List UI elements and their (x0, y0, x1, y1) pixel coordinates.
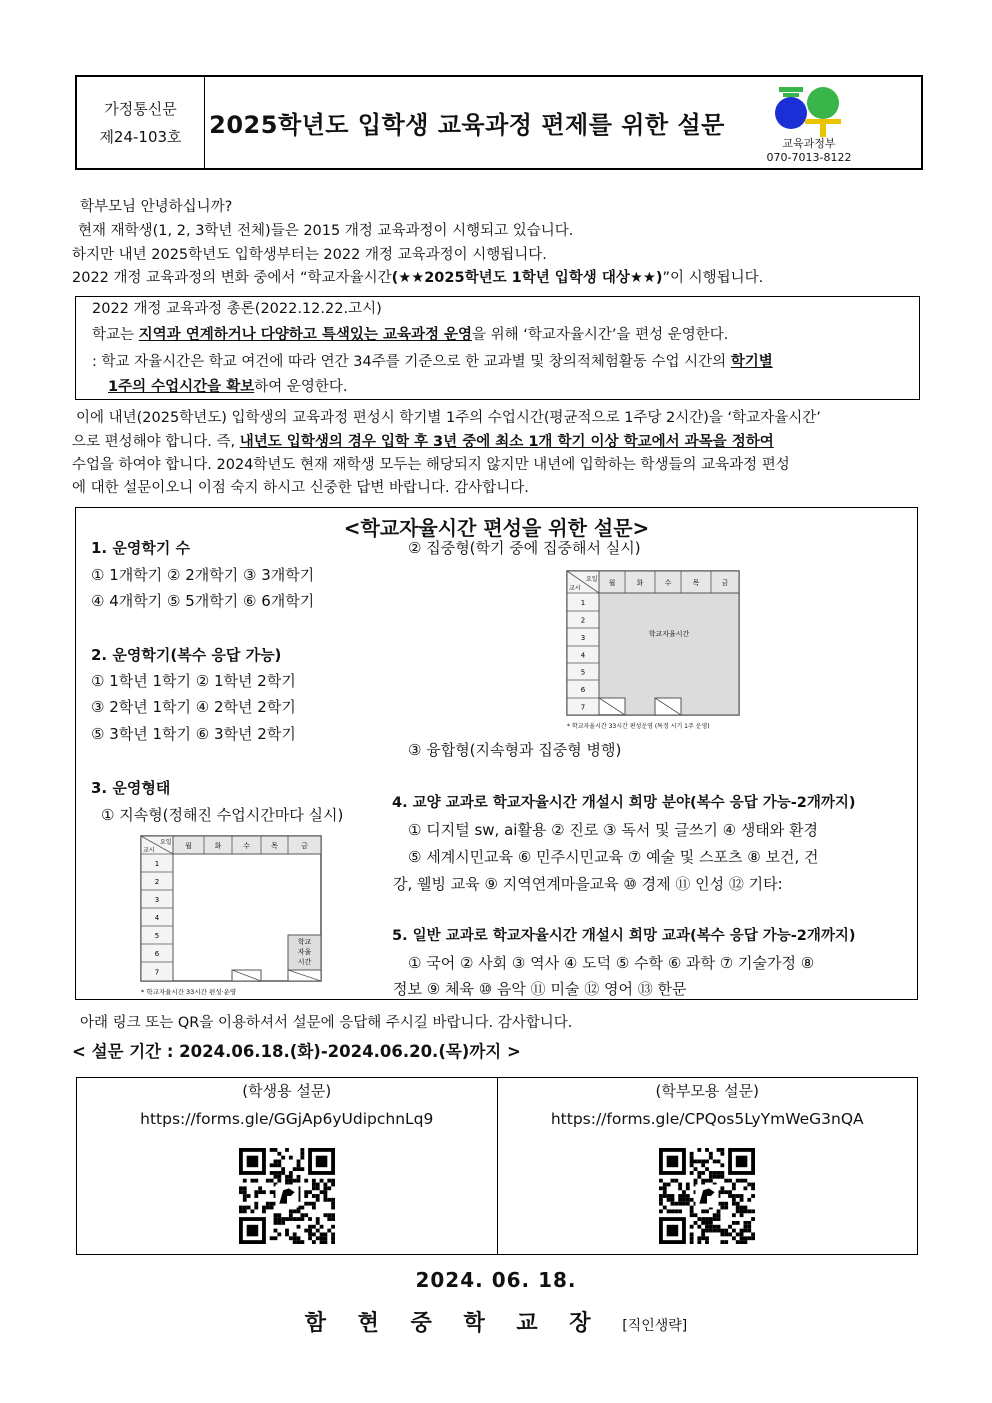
intro-line-3 (72, 268, 763, 288)
student-qr-code-icon[interactable] (239, 1148, 335, 1244)
t2-period-1: 2 (580, 616, 586, 625)
t1-period-5: 6 (154, 950, 160, 958)
q3-option-2: ② 집중형(학기 중에 집중해서 실시) (408, 539, 641, 557)
body-line-2 (72, 432, 774, 452)
t1-block-label-1: 학교 (297, 938, 312, 946)
t1-block-label-3: 시간 (297, 958, 312, 966)
notice-line-2 (92, 352, 773, 372)
q2-options-row-3: ⑤ 3학년 1학기 ⑥ 3학년 2학기 (91, 725, 296, 743)
q5-options-row-2: 정보 ⑨ 체육 ⑩ 음악 ⑪ 미술 ⑫ 영어 ⑬ 한문 (393, 980, 687, 998)
survey-links-table (76, 1077, 918, 1255)
t1-corner-bottom: 교시 (143, 847, 155, 854)
survey-box (75, 507, 918, 1000)
intro-line-2: 하지만 내년 2025학년도 입학생부터는 2022 개정 교육과정이 시행됩니다. (72, 247, 547, 263)
t1-day-3: 목 (271, 842, 278, 850)
header (75, 75, 923, 170)
dept-name: 교육과정부 (782, 137, 836, 150)
t2-corner-top: 요일 (586, 576, 598, 583)
q4-options-row-2: ⑤ 세계시민교육 ⑥ 민주시민교육 ⑦ 예술 및 스포츠 ⑧ 보건, 건 (408, 848, 819, 866)
q4-options-row-3: 강, 웰빙 교육 ⑨ 지역연계마을교육 ⑩ 경제 ⑪ 인성 ⑫ 기타: (393, 875, 783, 893)
dept-phone: 070-7013-8122 (766, 151, 852, 164)
issue-date: 2024. 06. 18. (415, 1268, 577, 1292)
survey-guide: 아래 링크 또는 QR을 이용하셔서 설문에 응답해 주시길 바랍니다. 감사합니다. (80, 1015, 573, 1031)
t1-block-label-2: 자율 (297, 948, 312, 956)
parent-survey-link[interactable]: https://forms.gle/CPQos5LyYmWeG3nQA (550, 1110, 864, 1128)
t1-period-0: 1 (154, 860, 160, 868)
dept-contact (729, 137, 889, 165)
t2-period-4: 5 (580, 668, 586, 677)
t2-caption: * 학교자율시간 33시간 편성운영 (특정 시기 1주 운영) (567, 723, 710, 730)
principal-name: 함 현 중 학 교 장 (304, 1311, 603, 1336)
notice-line-2-a: : 학교 자율시간은 학교 여건에 따라 연간 34주를 기준으로 한 교과별 및 창의적체험활동 수업 시간의 (92, 354, 731, 370)
t2-corner-bottom: 교시 (569, 585, 581, 592)
school-logo-icon (769, 83, 849, 139)
q1-title: 1. 운영학기 수 (91, 539, 191, 557)
t1-period-2: 3 (154, 896, 160, 904)
body-line-3: 수업을 하여야 합니다. 2024학년도 현재 재학생 모두는 해당되지 않지만 내년에 입학하는 학생들의 교육과정 편성 (72, 457, 790, 473)
intro-line-3-c: ”이 시행됩니다. (662, 270, 764, 286)
t1-period-4: 5 (154, 932, 160, 940)
principal-signature (0, 1306, 992, 1337)
parent-qr-code-icon[interactable] (659, 1148, 755, 1244)
q3-option-1: ① 지속형(정해진 수업시간마다 실시) (101, 806, 344, 824)
t1-corner-top: 요일 (160, 839, 172, 846)
parent-survey-label: (학부모용 설문) (655, 1082, 759, 1100)
notice-line-1-a: 학교는 (92, 327, 139, 343)
document-title: 2025학년도 입학생 교육과정 편제를 위한 설문 (209, 111, 725, 139)
t2-period-2: 3 (580, 634, 586, 642)
q1-options-row-2: ④ 4개학기 ⑤ 5개학기 ⑥ 6개학기 (91, 592, 315, 610)
t1-day-0: 월 (185, 842, 192, 850)
t2-period-3: 4 (580, 651, 586, 660)
t2-day-3: 목 (692, 579, 700, 587)
student-survey-label: (학생용 설문) (242, 1082, 332, 1100)
student-survey-link[interactable]: https://forms.gle/GGjAp6yUdipchnLq9 (140, 1110, 434, 1128)
t2-period-0: 1 (580, 599, 586, 607)
parent-survey-cell (497, 1078, 918, 1254)
q5-options-row-1: ① 국어 ② 사회 ③ 역사 ④ 도덕 ⑤ 수학 ⑥ 과학 ⑦ 기술가정 ⑧ (408, 954, 815, 972)
notice-line-2-underline: 학기별 (730, 354, 773, 370)
body-line-2-underline: 내년도 입학생의 경우 입학 후 3년 중에 최소 1개 학기 이상 학교에서 과목을 정하여 (239, 434, 774, 450)
body-line-2-a: 으로 편성해야 합니다. 즉, (72, 434, 240, 450)
q3-title: 3. 운영형태 (91, 779, 171, 797)
notice-title: 2022 개정 교육과정 총론(2022.12.22.고시) (92, 301, 382, 317)
notice-line-3-b: 하여 운영한다. (254, 379, 348, 395)
t1-day-1: 화 (214, 842, 222, 850)
intensive-timetable-svg (564, 568, 764, 736)
q3-option-3: ③ 융합형(지속형과 집중형 병행) (408, 741, 622, 759)
notice-line-1-underline: 지역과 연계하거나 다양하고 특색있는 교육과정 운영 (138, 327, 473, 343)
q5-title: 5. 일반 교과로 학교자율시간 개설시 희망 교과(복수 응답 가능-2개까지) (392, 928, 856, 944)
q4-options-row-1: ① 디지털 sw, ai활용 ② 진로 ③ 독서 및 글쓰기 ④ 생태와 환경 (408, 821, 819, 839)
q2-options-row-2: ③ 2학년 1학기 ④ 2학년 2학기 (91, 698, 296, 716)
header-left (77, 77, 205, 168)
curriculum-notice-box (75, 296, 920, 400)
t1-period-1: 2 (154, 878, 160, 886)
body-line-1: 이에 내년(2025학년도) 입학생의 교육과정 편성시 학기별 1주의 수업시간(평균적으로 1주당 2시간)을 ‘학교자율시간’ (76, 410, 821, 426)
continuous-timetable-svg (138, 833, 328, 998)
notice-line-3 (108, 377, 348, 397)
t2-block-label: 학교자율시간 (648, 630, 690, 638)
newsletter-label: 가정통신문 (104, 99, 177, 118)
t2-day-1: 화 (636, 579, 644, 587)
t1-period-3: 4 (154, 914, 160, 922)
notice-line-1 (92, 325, 728, 345)
student-survey-cell (77, 1078, 497, 1254)
intro-line-3-a: 2022 개정 교육과정의 변화 중에서 “학교자율시간 (72, 270, 392, 286)
notice-line-3-underline: 1주의 수업시간을 확보 (108, 379, 255, 395)
intro-line-1: 현재 재학생(1, 2, 3학년 전체)들은 2015 개정 교육과정이 시행되고 있습니다. (78, 223, 574, 239)
t1-caption: * 학교자율시간 33시간 편성·운영 (141, 988, 237, 996)
t1-day-4: 금 (301, 842, 308, 850)
t2-period-5: 6 (580, 686, 586, 694)
continuous-timetable (138, 833, 328, 998)
q1-options-row-1: ① 1개학기 ② 2개학기 ③ 3개학기 (91, 566, 315, 584)
seal-note: [직인생략] (622, 1318, 688, 1334)
greeting: 학부모님 안녕하십니까? (80, 199, 233, 215)
survey-title: <학교자율시간 편성을 위한 설문> (343, 516, 650, 540)
intro-line-3-bold: (★★2025학년도 1학년 입학생 대상★★) (391, 270, 663, 286)
header-right (729, 77, 921, 168)
t2-period-6: 7 (580, 703, 586, 712)
body-line-4: 에 대한 설문이오니 이점 숙지 하시고 신중한 답변 바랍니다. 감사합니다. (72, 480, 529, 496)
survey-period: < 설문 기간 : 2024.06.18.(화)-2024.06.20.(목)까지 > (72, 1042, 521, 1061)
t2-day-4: 금 (721, 579, 729, 587)
t2-day-2: 수 (664, 579, 672, 587)
q2-options-row-1: ① 1학년 1학기 ② 1학년 2학기 (91, 672, 296, 690)
notice-line-1-b: 을 위해 ‘학교자율시간’을 편성 운영한다. (472, 327, 729, 343)
t1-day-2: 수 (243, 842, 250, 850)
q2-title: 2. 운영학기(복수 응답 가능) (91, 646, 282, 664)
issue-number: 제24-103호 (99, 127, 182, 146)
t1-period-6: 7 (154, 968, 160, 977)
t2-day-0: 월 (608, 579, 616, 587)
intensive-timetable (564, 568, 764, 736)
q4-title: 4. 교양 교과로 학교자율시간 개설시 희망 분야(복수 응답 가능-2개까지) (392, 795, 856, 811)
